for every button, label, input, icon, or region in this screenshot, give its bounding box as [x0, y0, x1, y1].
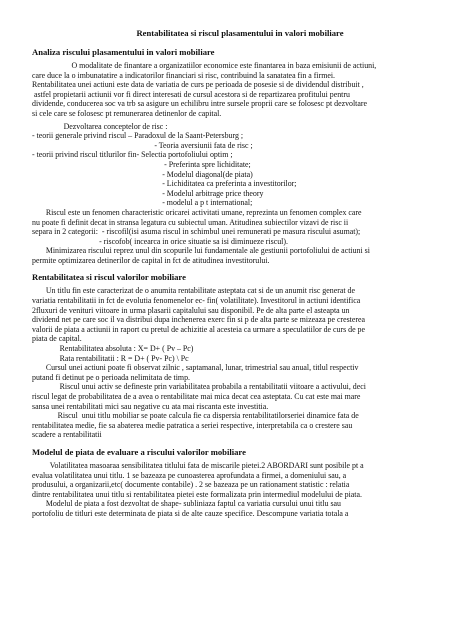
text-line: rentabilitatea medie, fie sa abaterea medie patratica a seriei respective, interpretabila ca o crestere sau [32, 420, 353, 430]
text-line: O modalitate de finantare a organizatiilor economice este finantarea in baza emisiunii de actiuni, [32, 61, 377, 70]
section-heading-market-model: Modelul de piata de evaluare a riscului valorilor mobiliare [32, 446, 246, 457]
text-line: piata de capital. [32, 334, 82, 344]
text-line: astfel propietarii actiunii vor fi direct interesati de cursul acestora si de repartizarea profitului pentru [32, 89, 350, 99]
text-line: portofoliu de titluri este determinata de piata si de alte cauze specifice. Descompune variatia totala a [32, 508, 349, 518]
list-item: - teorii privind riscul titlurilor fin- Selectia portofoliului optim ; [32, 150, 233, 160]
paragraph-expected-return [32, 286, 448, 344]
text-line: Volatilitatea masoaraa sensibilitatea titlului fata de miscarile pietei.2 ABORDARI sunt posibile pt a [32, 460, 364, 470]
list-item: - teorii generale privind riscul – Paradoxul de la Saant-Petersburg ; [32, 131, 244, 141]
document-title: Rentabilitatea si riscul plasamentului in valori mobiliare [136, 28, 344, 38]
text-line: separa in 2 categorii: - riscofil(isi asuma riscul in schimbul unei remunerati pe masura riscului asumat); [32, 227, 361, 237]
text-line: variatia rentabilitatii in fct de evolutia fenomenelor ec- fin( volatilitate). Investitorul in actiuni identifica [32, 296, 361, 306]
concepts-list [32, 131, 448, 208]
formula-absolute-return: Rentabilitatea absoluta : X= D+ ( Pv – Pc) [32, 344, 194, 354]
text-line: Riscul unui titlu mobiliar se poate calcula fie ca dispersia rentabilitatilorseriei dinamice fata de [32, 411, 359, 421]
text-line: Minimizarea riscului reprez unul din scopurile lui fundamentale ale gestiunii portofoliului de actiuni si [32, 246, 370, 256]
list-item: - Lichiditatea ca preferinta a investitorilor; [32, 179, 297, 189]
list-item: - Modelul diagonal(de piata) [32, 169, 253, 179]
formula-return-rate: Rata rentabilitatii : R = D+ ( Pv- Pc) \ Pc [32, 353, 189, 363]
list-item: - Modelul arbitrage price theory [32, 188, 264, 198]
concepts-intro: Dezvoltarea conceptelor de risc : [32, 121, 168, 131]
list-item: - modelul a p t international; [32, 198, 253, 208]
text-line: valorii de piata a actiunii in raport cu pretul de achizitie al acesteia ca urmare a speculatiilor de curs de pe [32, 324, 366, 334]
text-line: Riscul unui activ se defineste prin variabilitatea probabila a rentabilitatii viitoare a activului, deci [32, 382, 366, 392]
formulas [32, 344, 448, 363]
text-line: Cursul unei actiuni poate fi observat zilnic , saptamanal, lunar, trimestrial sau anual, titlul respectiv [32, 363, 359, 373]
text-line: evalua volatilitatea unui titlu. 1 se bazeaza pe cunoasterea aprofundata a firmei, a domeniului sau, a [32, 470, 347, 480]
list-item: - Preferinta spre lichiditate; [32, 159, 251, 169]
text-line: Un titlu fin este caracterizat de o anumita rentabilitate asteptata cat si de un anumit risc generat de [32, 286, 355, 296]
text-line: permite optimizarea detinerilor de capital in fct de atitudinea investitorului. [32, 255, 270, 265]
text-line: Rentabilitatea unei actiuni este data de variatia de curs pe perioada de posesie si de dividendul distribuit , [32, 80, 364, 90]
section-heading-return-and-risk: Rentabilitatea si riscul valorilor mobiliare [32, 272, 186, 283]
text-line: dividend net pe care soc il va distribui dupa inchenerea exerc fin si p de alta parte se mizeaza pe cresterea [32, 315, 365, 325]
paragraph-risk-measure [32, 363, 448, 440]
text-line: sansa unei rentabilitati mici sau negative cu ata mai riscanta este investitia. [32, 401, 269, 411]
section-heading-risk-analysis: Analiza riscului plasamentului in valori mobiliare [32, 47, 215, 57]
text-line: scadere a rentabilitatii [32, 430, 102, 440]
text-line: 2fluxuri de venituri viitoare in urma plasarii capitalului sau disponibil. Pe de alta parte el asteapta un [32, 305, 350, 315]
text-line: - riscofob( incearca in orice situatie sa isi diminueze riscul). [32, 236, 288, 246]
list-item: - Teoria aversiunii fata de risc ; [32, 140, 253, 150]
text-line: Riscul este un fenomen characteristic oricarei activitati umane, reprezinta un fenomen complex care [32, 207, 362, 217]
text-line: nu poate fi definit decat in stransa legatura cu subiectul uman. Atitudinea subiectilor vizavi de risc ii [32, 217, 349, 227]
paragraph-financing [32, 61, 448, 119]
text-line: produsului, a organizarii,etc( documente contabile) . 2 se bazeaza pe un rationament statistic : relatia [32, 480, 350, 490]
text-line: riscul legat de probabilitatea de a avea o rentabilitate mai mica decat cea asteptata. Cu cat este mai mare [32, 392, 361, 401]
text-line: si cele care se folosesc pt remunerarea detinenlor de capital. [32, 108, 222, 118]
paragraph-risk-definition [32, 208, 448, 266]
text-line: dividende, conducerea soc va trb sa asigure un echilibru intre sursele proprii care se folosesc pt dezvoltare [32, 99, 368, 109]
text-line: dintre rentabilitatea unui titlu si rentabilitatea pietei este formalizata prin intermediul modelului de piata. [32, 489, 362, 499]
text-line: Modelul de piata a fost dezvoltat de shape- subliniaza faptul ca variatia cursului unui titlu sau [32, 499, 341, 509]
text-line: care duce la o imbunatatire a indicatorilor financiari si risc, contribuind la sanatatea fin a firmei. [32, 70, 336, 80]
paragraph-volatility [32, 461, 448, 519]
text-line: putand fi detinut pe o perioada nelimitata de timp. [32, 372, 190, 382]
